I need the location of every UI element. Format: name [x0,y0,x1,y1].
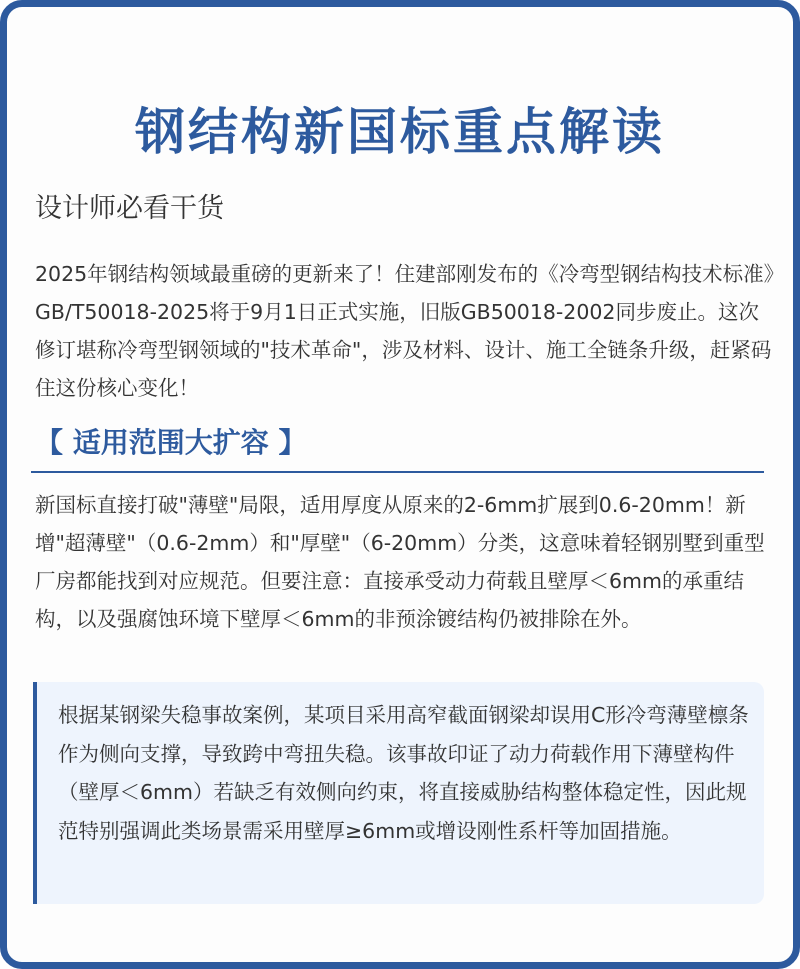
case-callout [33,682,764,904]
page-title: 钢结构新国标重点解读 [135,103,665,161]
callout-text: 根据某钢梁失稳事故案例，某项目采用高窄截面钢梁却误用C形冷弯薄壁檩条作为侧向支撑，导致跨中弯扭失稳。该事故印证了动力荷载作用下薄壁构件（壁厚＜6mm）若缺乏有效侧向约束，将直接威胁结构整体稳定性，因此规范特别强调此类场景需采用壁厚≥6mm或增设刚性系杆等加固措施。 [58,703,749,843]
intro-paragraph: 2025年钢结构领域最重磅的更新来了！住建部刚发布的《冷弯型钢结构技术标准》GB/T50018-2025将于9月1日正式实施，旧版GB50018-2002同步废止。这次修订堪称冷弯型钢领域的"技术革命"，涉及材料、设计、施工全链条升级，赶紧码住这份核心变化！ [35,262,774,400]
page-subtitle: 设计师必看干货 [35,193,224,224]
section-paragraph: 新国标直接打破"薄壁"局限，适用厚度从原来的2-6mm扩展到0.6-20mm！新增"超薄壁"（0.6-2mm）和"厚壁"（6-20mm）分类，这意味着轻钢别墅到重型厂房都能找到对应规范。但要注意：直接承受动力荷载且壁厚＜6mm的承重结构，以及强腐蚀环境下壁厚＜6mm的非预涂镀结构仍被排除在外。 [35,493,765,631]
section-divider [31,471,764,473]
section-heading: 【 适用范围大扩容 】 [35,426,307,459]
